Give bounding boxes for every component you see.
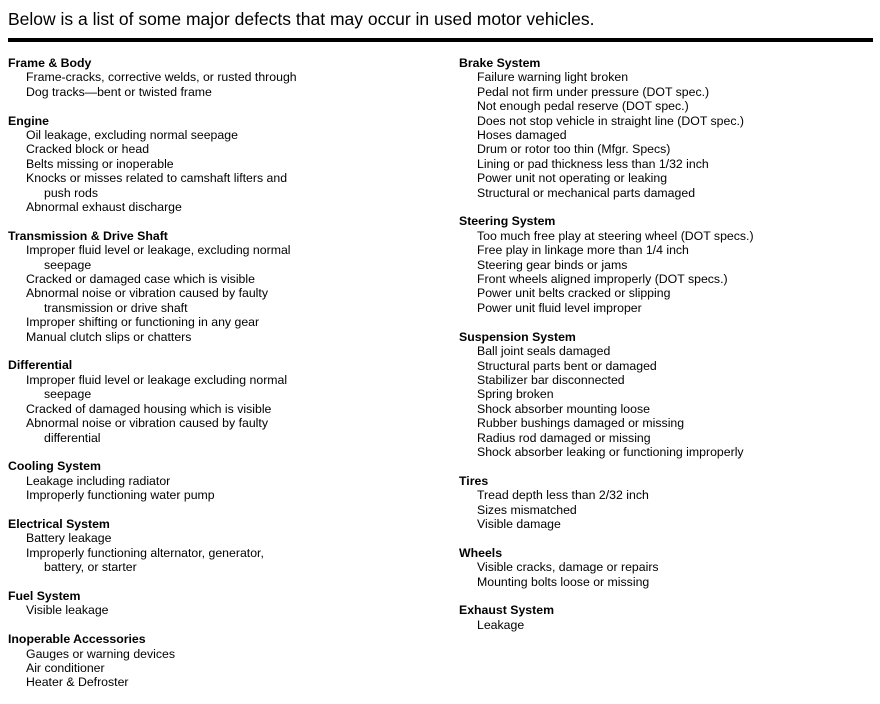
defect-item: Spring broken [477, 387, 554, 402]
defect-item: Improperly functioning alternator, generator, [26, 545, 264, 560]
section-heading: Cooling System [8, 459, 101, 474]
section-heading: Transmission & Drive Shaft [8, 228, 168, 243]
defect-item: Structural parts bent or damaged [477, 358, 657, 373]
section-heading: Differential [8, 358, 73, 373]
defect-item: Power unit fluid level improper [477, 300, 642, 315]
section-heading: Electrical System [8, 516, 110, 531]
defect-item: Hoses damaged [477, 128, 567, 143]
defect-item: Visible leakage [26, 603, 109, 618]
right-column [459, 56, 874, 647]
section-heading: Brake System [459, 56, 541, 70]
defect-item: Knocks or misses related to camshaft lifters and [26, 171, 288, 186]
defect-item-continuation: push rods [44, 185, 99, 200]
defect-item-continuation: battery, or starter [44, 560, 137, 575]
defect-item: Cracked block or head [26, 142, 150, 157]
section-wheels [459, 546, 874, 589]
defect-item: Rubber bushings damaged or missing [477, 416, 685, 431]
defect-item: Shock absorber mounting loose [477, 401, 650, 416]
defect-item: Not enough pedal reserve (DOT spec.) [477, 99, 689, 114]
section-heading: Frame & Body [8, 56, 92, 70]
defect-item: Frame-cracks, corrective welds, or rusted through [26, 70, 297, 85]
defect-item: Failure warning light broken [477, 70, 629, 85]
defect-item: Leakage [477, 617, 525, 632]
defect-item: Abnormal noise or vibration caused by faulty [26, 286, 268, 301]
section-frame-and-body [8, 56, 438, 99]
defect-item: Improperly functioning water pump [26, 488, 215, 503]
section-heading: Tires [459, 473, 489, 488]
section-heading: Steering System [459, 214, 556, 229]
defect-item: Gauges or warning devices [26, 646, 176, 661]
title-rule [8, 38, 873, 42]
section-transmission-and-drive-shaft [8, 229, 438, 344]
defect-item: Improper fluid level or leakage, excluding normal [26, 243, 291, 258]
defect-item: Power unit not operating or leaking [477, 171, 668, 186]
defect-item: Visible damage [477, 516, 561, 531]
defect-item: Lining or pad thickness less than 1/32 inch [477, 156, 709, 171]
defect-item: Oil leakage, excluding normal seepage [26, 128, 238, 143]
left-column [8, 56, 438, 704]
section-heading: Engine [8, 113, 49, 128]
defect-item: Free play in linkage more than 1/4 inch [477, 243, 689, 258]
section-electrical-system [8, 517, 438, 575]
defect-item: Does not stop vehicle in straight line (DOT spec.) [477, 113, 745, 128]
defect-item: Cracked of damaged housing which is visible [26, 401, 272, 416]
section-steering-system [459, 214, 874, 315]
defect-item-continuation: seepage [44, 257, 92, 272]
defect-item: Shock absorber leaking or functioning improperly [477, 444, 744, 459]
defect-item: Mounting bolts loose or missing [477, 574, 650, 589]
defect-item: Dog tracks—bent or twisted frame [26, 84, 212, 99]
defect-item: Manual clutch slips or chatters [26, 329, 192, 344]
defect-item: Pedal not firm under pressure (DOT spec.) [477, 84, 710, 99]
defect-item-continuation: transmission or drive shaft [44, 300, 188, 315]
section-fuel-system [8, 589, 438, 618]
defect-item: Sizes mismatched [477, 502, 577, 517]
defect-item: Improper fluid level or leakage excluding normal [26, 372, 288, 387]
defect-item: Abnormal exhaust discharge [26, 200, 182, 215]
section-engine [8, 114, 438, 215]
defect-item: Structural or mechanical parts damaged [477, 185, 696, 200]
section-heading: Wheels [459, 545, 503, 560]
defect-item: Drum or rotor too thin (Mfgr. Specs) [477, 142, 671, 157]
defect-item: Tread depth less than 2/32 inch [477, 488, 649, 503]
defect-item: Heater & Defroster [26, 675, 129, 690]
section-differential [8, 358, 438, 444]
section-brake-system [459, 56, 874, 200]
section-heading: Suspension System [459, 329, 576, 344]
defect-item-continuation: differential [44, 430, 101, 445]
defect-item: Abnormal noise or vibration caused by faulty [26, 416, 268, 431]
section-suspension-system [459, 330, 874, 460]
defect-item: Leakage including radiator [26, 473, 171, 488]
defect-item: Front wheels aligned improperly (DOT specs.) [477, 272, 728, 287]
defect-item: Ball joint seals damaged [477, 344, 611, 359]
section-heading: Fuel System [8, 588, 81, 603]
section-tires [459, 474, 874, 532]
defect-item: Air conditioner [26, 660, 105, 675]
section-heading: Inoperable Accessories [8, 632, 146, 647]
page-title: Below is a list of some major defects that may occur in used motor vehicles. [8, 9, 595, 29]
defect-item: Stabilizer bar disconnected [477, 372, 625, 387]
section-heading: Exhaust System [459, 603, 555, 618]
defect-item: Improper shifting or functioning in any gear [26, 315, 260, 330]
defect-item: Visible cracks, damage or repairs [477, 560, 659, 575]
defect-item: Power unit belts cracked or slipping [477, 286, 671, 301]
section-cooling-system [8, 459, 438, 502]
section-inoperable-accessories [8, 632, 438, 690]
defect-item: Too much free play at steering wheel (DOT specs.) [477, 228, 754, 243]
defect-item: Steering gear binds or jams [477, 257, 628, 272]
defect-item: Radius rod damaged or missing [477, 430, 651, 445]
defect-item-continuation: seepage [44, 387, 92, 402]
defect-item: Battery leakage [26, 531, 112, 546]
defect-item: Cracked or damaged case which is visible [26, 272, 255, 287]
defect-item: Belts missing or inoperable [26, 156, 174, 171]
section-exhaust-system [459, 603, 874, 632]
